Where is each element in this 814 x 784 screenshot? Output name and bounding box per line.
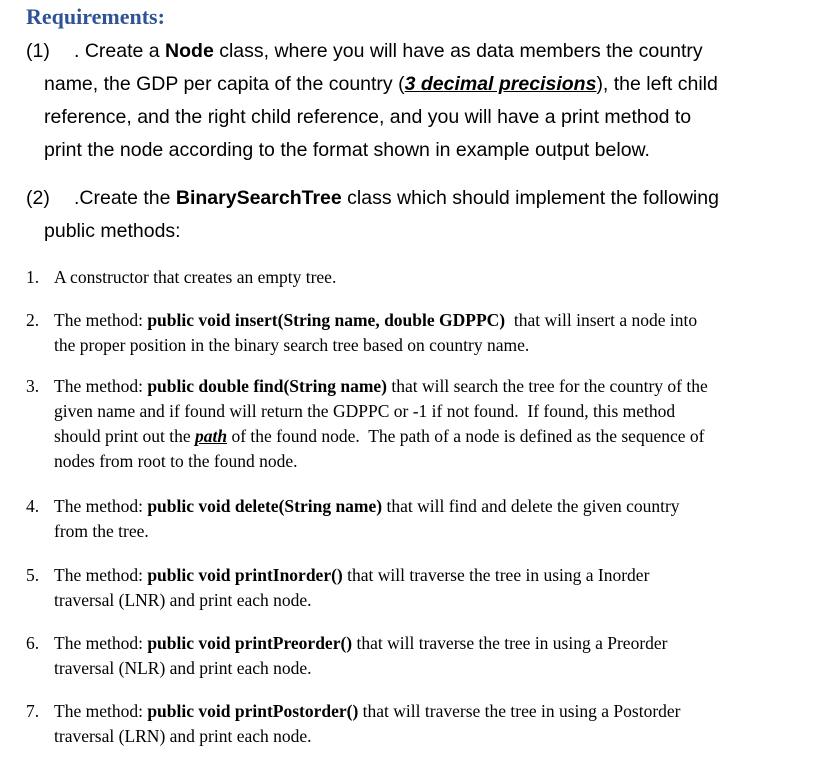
list-item-text: The method: bbox=[54, 496, 148, 516]
list-item-text: The method: bbox=[54, 701, 148, 721]
list-item bbox=[26, 308, 796, 358]
list-item-text: the proper position in the binary search tree based on country name. bbox=[54, 335, 530, 355]
req1-text: . Create a bbox=[74, 40, 166, 62]
list-item-text: traversal (NLR) and print each node. bbox=[54, 658, 312, 678]
method-signature: public void delete(String name) bbox=[147, 496, 383, 516]
list-item-text: of the found node. The path of a node is defined as the sequence of bbox=[227, 426, 705, 446]
list-item bbox=[26, 699, 796, 749]
req2-text: public methods: bbox=[44, 220, 181, 242]
req2-text: class which should implement the following bbox=[341, 187, 719, 209]
method-signature: public void printPreorder() bbox=[147, 633, 353, 653]
method-signature: public double find(String name) bbox=[147, 376, 388, 396]
method-signature: public void printPostorder() bbox=[147, 701, 359, 721]
list-item-number: 5. bbox=[26, 565, 40, 585]
list-item-number: 3. bbox=[26, 376, 40, 396]
list-item-text: given name and if found will return the GDPPC or -1 if not found. If found, this method bbox=[54, 401, 676, 421]
requirements-heading: Requirements: bbox=[26, 4, 165, 29]
list-item bbox=[26, 631, 796, 681]
list-item-text: traversal (LNR) and print each node. bbox=[54, 590, 312, 610]
list-item-text: The method: bbox=[54, 633, 148, 653]
list-item bbox=[26, 494, 796, 544]
req1-text: class, where you will have as data members the country bbox=[213, 40, 703, 62]
list-item-text: that will traverse the tree in using a Inorder bbox=[342, 565, 650, 585]
method-signature: public void insert(String name, double GDPPC) bbox=[147, 310, 506, 330]
list-item-text: that will find and delete the given country bbox=[382, 496, 680, 516]
list-item-number: 1. bbox=[26, 267, 40, 287]
list-item-text: The method: bbox=[54, 310, 148, 330]
list-item-number: 2. bbox=[26, 310, 40, 330]
req1-precision-term: 3 decimal precisions bbox=[404, 73, 597, 95]
list-item-text: The method: bbox=[54, 565, 148, 585]
list-item bbox=[26, 374, 796, 474]
req1-text: name, the GDP per capita of the country ( bbox=[44, 73, 405, 95]
req1-text: reference, and the right child reference, and you will have a print method to bbox=[44, 106, 692, 128]
list-item-text: The method: bbox=[54, 376, 148, 396]
list-item-number: 6. bbox=[26, 633, 40, 653]
requirement-2 bbox=[26, 182, 796, 248]
req1-text: ), the left child bbox=[596, 73, 718, 95]
requirement-2-number: (2) bbox=[26, 187, 50, 209]
req2-text: .Create the bbox=[74, 187, 176, 209]
req2-bst-term: BinarySearchTree bbox=[175, 187, 342, 209]
list-item-text: that will search the tree for the country of the bbox=[387, 376, 708, 396]
list-item-text: that will traverse the tree in using a Postorder bbox=[358, 701, 681, 721]
list-item-text: should print out the bbox=[54, 426, 195, 446]
requirement-1 bbox=[26, 35, 796, 167]
path-term: path bbox=[194, 426, 228, 446]
list-item bbox=[26, 563, 796, 613]
list-item-text: A constructor that creates an empty tree. bbox=[54, 267, 337, 287]
req1-text: print the node according to the format shown in example output below. bbox=[44, 139, 650, 161]
list-item bbox=[26, 265, 796, 290]
list-item-number: 4. bbox=[26, 496, 40, 516]
list-item-text: traversal (LRN) and print each node. bbox=[54, 726, 312, 746]
method-signature: public void printInorder() bbox=[147, 565, 343, 585]
list-item-text: from the tree. bbox=[54, 521, 149, 541]
list-item-text: nodes from root to the found node. bbox=[54, 451, 298, 471]
requirement-1-number: (1) bbox=[26, 40, 50, 62]
list-item-number: 7. bbox=[26, 701, 40, 721]
list-item-text: that will insert a node into bbox=[505, 310, 698, 330]
list-item-text: that will traverse the tree in using a Preorder bbox=[352, 633, 668, 653]
req1-node-term: Node bbox=[165, 40, 214, 62]
